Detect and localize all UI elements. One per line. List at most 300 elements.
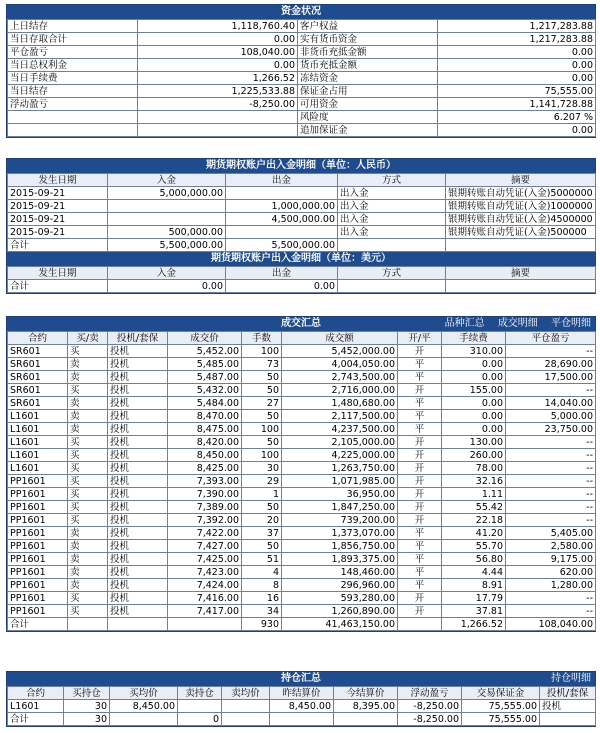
table-cell: 310.00	[442, 345, 506, 358]
funds-value: 1,266.52	[138, 72, 298, 85]
table-cell: --	[506, 462, 596, 475]
funds-label: 追加保证金	[298, 124, 438, 137]
column-header: 卖持仓	[178, 687, 222, 700]
table-cell: 卖	[68, 371, 108, 384]
table-cell: 8,450.00	[168, 449, 242, 462]
trades-section	[6, 316, 596, 632]
table-cell: 1,000,000.00	[226, 200, 338, 213]
table-cell: L1601	[8, 462, 68, 475]
table-cell: 开	[398, 475, 442, 488]
table-cell: 投机	[108, 397, 168, 410]
table-cell: 23,750.00	[506, 423, 596, 436]
column-header: 卖均价	[222, 687, 270, 700]
table-cell: 4,225,000.00	[282, 449, 398, 462]
trade-row	[8, 540, 596, 553]
table-cell: 20	[242, 514, 282, 527]
column-header: 方式	[338, 267, 446, 280]
funds-value: 6.207 %	[438, 111, 596, 124]
table-cell: PP1601	[8, 501, 68, 514]
table-cell: 155.00	[442, 384, 506, 397]
table-cell: 买	[68, 345, 108, 358]
table-cell: 投机	[108, 475, 168, 488]
table-cell: --	[506, 475, 596, 488]
table-cell: 0.00	[442, 423, 506, 436]
table-cell: 1,847,250.00	[282, 501, 398, 514]
table-cell: 买	[68, 449, 108, 462]
trade-row	[8, 527, 596, 540]
table-cell: 买	[68, 436, 108, 449]
table-cell: 50	[242, 410, 282, 423]
table-cell	[226, 226, 338, 239]
table-cell: 买	[68, 592, 108, 605]
table-cell: L1601	[8, 700, 64, 713]
trade-row	[8, 449, 596, 462]
column-header: 成交价	[168, 332, 242, 345]
table-cell	[398, 618, 442, 631]
funds-row	[8, 124, 596, 137]
table-cell: 平	[398, 527, 442, 540]
table-cell: 开	[398, 605, 442, 618]
table-cell: 买	[68, 605, 108, 618]
table-cell: 买	[68, 384, 108, 397]
funds-row	[8, 33, 596, 46]
trade-row	[8, 345, 596, 358]
table-cell: 平	[398, 397, 442, 410]
table-cell: 51	[242, 553, 282, 566]
funds-value: 1,118,760.40	[138, 20, 298, 33]
table-cell: 55.42	[442, 501, 506, 514]
table-cell: 7,425.00	[168, 553, 242, 566]
cashflow-row	[8, 187, 596, 200]
table-cell: 27	[242, 397, 282, 410]
funds-label: 客户权益	[298, 20, 438, 33]
table-cell: 投机	[108, 605, 168, 618]
funds-label: 当日手续费	[8, 72, 138, 85]
trade-row	[8, 553, 596, 566]
funds-value: 0.00	[438, 124, 596, 137]
table-cell: 34	[242, 605, 282, 618]
column-header: 发生日期	[8, 174, 108, 187]
table-cell: 开	[398, 514, 442, 527]
cashflow-row	[8, 200, 596, 213]
trade-row	[8, 423, 596, 436]
funds-value: 75,555.00	[438, 85, 596, 98]
table-cell: 卖	[68, 397, 108, 410]
positions-header-row	[8, 687, 596, 700]
table-cell: 17.79	[442, 592, 506, 605]
table-cell: 78.00	[442, 462, 506, 475]
funds-row	[8, 72, 596, 85]
table-cell: L1601	[8, 423, 68, 436]
column-header: 方式	[338, 174, 446, 187]
table-cell: 100	[242, 345, 282, 358]
positions-section	[6, 671, 596, 727]
table-cell: 8,420.00	[168, 436, 242, 449]
rmb-cashflow-section	[6, 158, 596, 294]
column-header: 入金	[108, 267, 226, 280]
table-cell: --	[506, 592, 596, 605]
column-header: 投机/套保	[108, 332, 168, 345]
table-cell	[168, 618, 242, 631]
column-header: 出金	[226, 267, 338, 280]
table-cell: 8,475.00	[168, 423, 242, 436]
trade-row	[8, 397, 596, 410]
funds-value: 0.00	[438, 72, 596, 85]
link-trade-details[interactable]: 成交明细	[497, 318, 538, 329]
trade-row	[8, 358, 596, 371]
trade-row	[8, 462, 596, 475]
funds-label: 冻结资金	[298, 72, 438, 85]
link-variety-summary[interactable]: 品种汇总	[444, 318, 485, 329]
funds-value: 1,217,283.88	[438, 20, 596, 33]
table-cell: 7,416.00	[168, 592, 242, 605]
column-header: 摘要	[446, 174, 596, 187]
table-cell: 593,280.00	[282, 592, 398, 605]
table-cell	[68, 618, 108, 631]
trade-row	[8, 514, 596, 527]
funds-label: 货币充抵金额	[298, 59, 438, 72]
table-cell: 50	[242, 436, 282, 449]
table-cell: 2015-09-21	[8, 200, 108, 213]
trade-row	[8, 501, 596, 514]
table-cell: 开	[398, 436, 442, 449]
column-header: 开/平	[398, 332, 442, 345]
funds-label: 保证金占用	[298, 85, 438, 98]
funds-label	[8, 124, 138, 137]
trade-row	[8, 579, 596, 592]
funds-row	[8, 46, 596, 59]
table-cell: SR601	[8, 384, 68, 397]
table-cell	[110, 713, 178, 726]
table-cell: --	[506, 514, 596, 527]
table-cell: 2015-09-21	[8, 213, 108, 226]
link-position-details[interactable]: 持仓明细	[551, 673, 591, 684]
table-cell: 28,690.00	[506, 358, 596, 371]
table-cell: 7,424.00	[168, 579, 242, 592]
table-cell: 17,500.00	[506, 371, 596, 384]
table-cell	[178, 700, 222, 713]
position-row	[8, 713, 596, 726]
funds-table	[7, 19, 596, 137]
table-cell: 2,117,500.00	[282, 410, 398, 423]
table-cell: 投机	[108, 579, 168, 592]
table-cell: 8,470.00	[168, 410, 242, 423]
table-cell: 投机	[108, 553, 168, 566]
table-cell: 500,000.00	[108, 226, 226, 239]
table-cell: 37	[242, 527, 282, 540]
table-cell: 73	[242, 358, 282, 371]
table-cell: PP1601	[8, 527, 68, 540]
table-cell: 5,487.00	[168, 371, 242, 384]
table-cell: 合计	[8, 239, 108, 252]
table-cell: --	[506, 345, 596, 358]
table-cell: 41,463,150.00	[282, 618, 398, 631]
table-cell: 5,000,000.00	[108, 187, 226, 200]
column-header: 手数	[242, 332, 282, 345]
table-cell: 合计	[8, 618, 68, 631]
table-cell: 4	[242, 566, 282, 579]
table-cell: 开	[398, 488, 442, 501]
table-cell: SR601	[8, 371, 68, 384]
column-header: 交易保证金	[462, 687, 540, 700]
table-cell: 8,450.00	[110, 700, 178, 713]
trade-row	[8, 475, 596, 488]
funds-label: 可用资金	[298, 98, 438, 111]
column-header: 发生日期	[8, 267, 108, 280]
table-cell: PP1601	[8, 605, 68, 618]
funds-label: 浮动盈亏	[8, 98, 138, 111]
table-cell: SR601	[8, 345, 68, 358]
table-cell: 平	[398, 358, 442, 371]
rmb-header-row	[8, 174, 596, 187]
table-cell: 0.00	[442, 371, 506, 384]
table-cell: 卖	[68, 566, 108, 579]
table-cell: 平	[398, 423, 442, 436]
table-cell: 平	[398, 566, 442, 579]
table-cell: 1,373,070.00	[282, 527, 398, 540]
table-cell: 投机	[108, 384, 168, 397]
trades-table	[7, 331, 596, 631]
table-cell: 8	[242, 579, 282, 592]
table-cell: 0.00	[108, 280, 226, 293]
table-cell: 4,004,050.00	[282, 358, 398, 371]
table-cell: 22.18	[442, 514, 506, 527]
funds-title: 资金状况	[7, 5, 595, 19]
funds-section	[6, 4, 596, 138]
funds-label: 当日总权利金	[8, 59, 138, 72]
table-cell: 8,425.00	[168, 462, 242, 475]
funds-label: 当日结存	[8, 85, 138, 98]
table-cell: 出入金	[338, 213, 446, 226]
table-cell	[222, 700, 270, 713]
column-header: 买/卖	[68, 332, 108, 345]
table-cell: 5,485.00	[168, 358, 242, 371]
usd-cashflow-title: 期货期权账户出入金明细（单位：美元）	[7, 252, 595, 266]
column-header: 摘要	[446, 267, 596, 280]
table-cell: 投机	[108, 540, 168, 553]
table-cell: 1,856,750.00	[282, 540, 398, 553]
table-cell: 16	[242, 592, 282, 605]
position-row	[8, 700, 596, 713]
table-cell: 41.20	[442, 527, 506, 540]
table-cell: 75,555.00	[462, 713, 540, 726]
table-cell: 9,175.00	[506, 553, 596, 566]
table-cell: PP1601	[8, 566, 68, 579]
table-cell: 5,452.00	[168, 345, 242, 358]
table-cell: 1,266.52	[442, 618, 506, 631]
table-cell: PP1601	[8, 592, 68, 605]
table-cell: 4,500,000.00	[226, 213, 338, 226]
table-cell: 7,427.00	[168, 540, 242, 553]
table-cell: 100	[242, 449, 282, 462]
funds-label: 平仓盈亏	[8, 46, 138, 59]
table-cell: PP1601	[8, 475, 68, 488]
table-cell: 5,452,000.00	[282, 345, 398, 358]
table-cell	[226, 187, 338, 200]
table-cell: 平	[398, 553, 442, 566]
table-cell: 卖	[68, 579, 108, 592]
table-cell: 4,237,500.00	[282, 423, 398, 436]
table-cell: 30	[64, 713, 110, 726]
table-cell: 0	[178, 713, 222, 726]
table-cell: 平	[398, 410, 442, 423]
table-cell: 2015-09-21	[8, 187, 108, 200]
funds-value: 1,141,728.88	[438, 98, 596, 111]
table-cell	[270, 713, 334, 726]
column-header: 买持仓	[64, 687, 110, 700]
table-cell: --	[506, 488, 596, 501]
table-cell: 投机	[108, 462, 168, 475]
column-header: 出金	[226, 174, 338, 187]
table-cell: 买	[68, 488, 108, 501]
table-cell: 平	[398, 540, 442, 553]
funds-label: 实有货币资金	[298, 33, 438, 46]
column-header: 买均价	[110, 687, 178, 700]
table-cell: 2,716,000.00	[282, 384, 398, 397]
table-cell: 620.00	[506, 566, 596, 579]
table-cell: 5,500,000.00	[226, 239, 338, 252]
trade-row	[8, 605, 596, 618]
table-cell: 1,480,680.00	[282, 397, 398, 410]
trade-row	[8, 371, 596, 384]
funds-label: 当日存取合计	[8, 33, 138, 46]
column-header: 合约	[8, 332, 68, 345]
usd-cashflow-table	[7, 266, 596, 293]
table-cell: 投机	[108, 410, 168, 423]
table-cell: 5,432.00	[168, 384, 242, 397]
table-cell: 0.00	[226, 280, 338, 293]
table-cell: --	[506, 605, 596, 618]
table-cell: 8.91	[442, 579, 506, 592]
table-cell: 1,071,985.00	[282, 475, 398, 488]
table-cell: 148,460.00	[282, 566, 398, 579]
cashflow-row	[8, 226, 596, 239]
table-cell: PP1601	[8, 540, 68, 553]
column-header: 合约	[8, 687, 64, 700]
table-cell: 29	[242, 475, 282, 488]
table-cell: 银期转账自动凭证(入金)500000	[446, 226, 596, 239]
table-cell: L1601	[8, 410, 68, 423]
table-cell: 开	[398, 462, 442, 475]
table-cell: 108,040.00	[506, 618, 596, 631]
funds-row	[8, 20, 596, 33]
trade-row	[8, 488, 596, 501]
table-cell: PP1601	[8, 488, 68, 501]
table-cell: 1	[242, 488, 282, 501]
table-cell: 出入金	[338, 226, 446, 239]
table-cell: 卖	[68, 553, 108, 566]
table-cell	[108, 213, 226, 226]
funds-value	[138, 111, 298, 124]
table-cell: 投机	[108, 514, 168, 527]
table-cell: 平	[398, 579, 442, 592]
table-cell: 75,555.00	[462, 700, 540, 713]
table-cell: 卖	[68, 540, 108, 553]
table-cell: PP1601	[8, 553, 68, 566]
table-cell: SR601	[8, 397, 68, 410]
table-cell: -8,250.00	[398, 700, 462, 713]
table-cell	[338, 280, 446, 293]
table-cell: 投机	[108, 501, 168, 514]
funds-label: 风险度	[298, 111, 438, 124]
table-cell: 37.81	[442, 605, 506, 618]
table-cell: L1601	[8, 449, 68, 462]
table-cell	[446, 239, 596, 252]
table-cell: 100	[242, 423, 282, 436]
funds-value: 1,225,533.88	[138, 85, 298, 98]
table-cell: 0.00	[442, 358, 506, 371]
column-header: 浮动盈亏	[398, 687, 462, 700]
table-cell: 卖	[68, 527, 108, 540]
table-cell: 出入金	[338, 187, 446, 200]
table-cell: 7,417.00	[168, 605, 242, 618]
trades-header-row	[8, 332, 596, 345]
table-cell: 296,960.00	[282, 579, 398, 592]
table-cell	[334, 713, 398, 726]
table-cell: 投机	[108, 358, 168, 371]
table-cell: 8,395.00	[334, 700, 398, 713]
table-cell: 合计	[8, 280, 108, 293]
table-cell: 0.00	[442, 410, 506, 423]
table-cell: --	[506, 436, 596, 449]
funds-value: 0.00	[438, 46, 596, 59]
table-cell: 合计	[8, 713, 64, 726]
table-cell: 5,000.00	[506, 410, 596, 423]
table-cell: 1,280.00	[506, 579, 596, 592]
table-cell: 开	[398, 449, 442, 462]
column-header: 今结算价	[334, 687, 398, 700]
table-cell: 30	[64, 700, 110, 713]
trade-row	[8, 566, 596, 579]
funds-value: 0.00	[138, 33, 298, 46]
table-cell: 50	[242, 540, 282, 553]
cashflow-row	[8, 239, 596, 252]
table-cell: --	[506, 501, 596, 514]
table-cell: 14,040.00	[506, 397, 596, 410]
table-cell: 130.00	[442, 436, 506, 449]
column-header: 手续费	[442, 332, 506, 345]
table-cell: 260.00	[442, 449, 506, 462]
funds-label	[8, 111, 138, 124]
usd-header-row	[8, 267, 596, 280]
table-cell: 投机	[108, 371, 168, 384]
column-header: 入金	[108, 174, 226, 187]
funds-value: 0.00	[438, 59, 596, 72]
table-cell: 4.44	[442, 566, 506, 579]
column-header: 平仓盈亏	[506, 332, 596, 345]
table-cell: 8,450.00	[270, 700, 334, 713]
table-cell: 银期转账自动凭证(入金)1000000	[446, 200, 596, 213]
link-close-details[interactable]: 平仓明细	[551, 318, 591, 329]
table-cell: 投机	[108, 449, 168, 462]
table-cell	[446, 280, 596, 293]
table-cell: 1,893,375.00	[282, 553, 398, 566]
table-cell: 36,950.00	[282, 488, 398, 501]
table-cell: 7,422.00	[168, 527, 242, 540]
table-cell: 卖	[68, 410, 108, 423]
funds-value	[138, 124, 298, 137]
table-cell: 32.16	[442, 475, 506, 488]
table-cell: 卖	[68, 358, 108, 371]
table-cell: 50	[242, 371, 282, 384]
funds-value: 1,217,283.88	[438, 33, 596, 46]
rmb-cashflow-table	[7, 173, 596, 252]
table-cell: 2015-09-21	[8, 226, 108, 239]
table-cell: 投机	[108, 527, 168, 540]
trades-links	[435, 317, 591, 331]
table-cell: 投机	[108, 488, 168, 501]
trade-row	[8, 618, 596, 631]
